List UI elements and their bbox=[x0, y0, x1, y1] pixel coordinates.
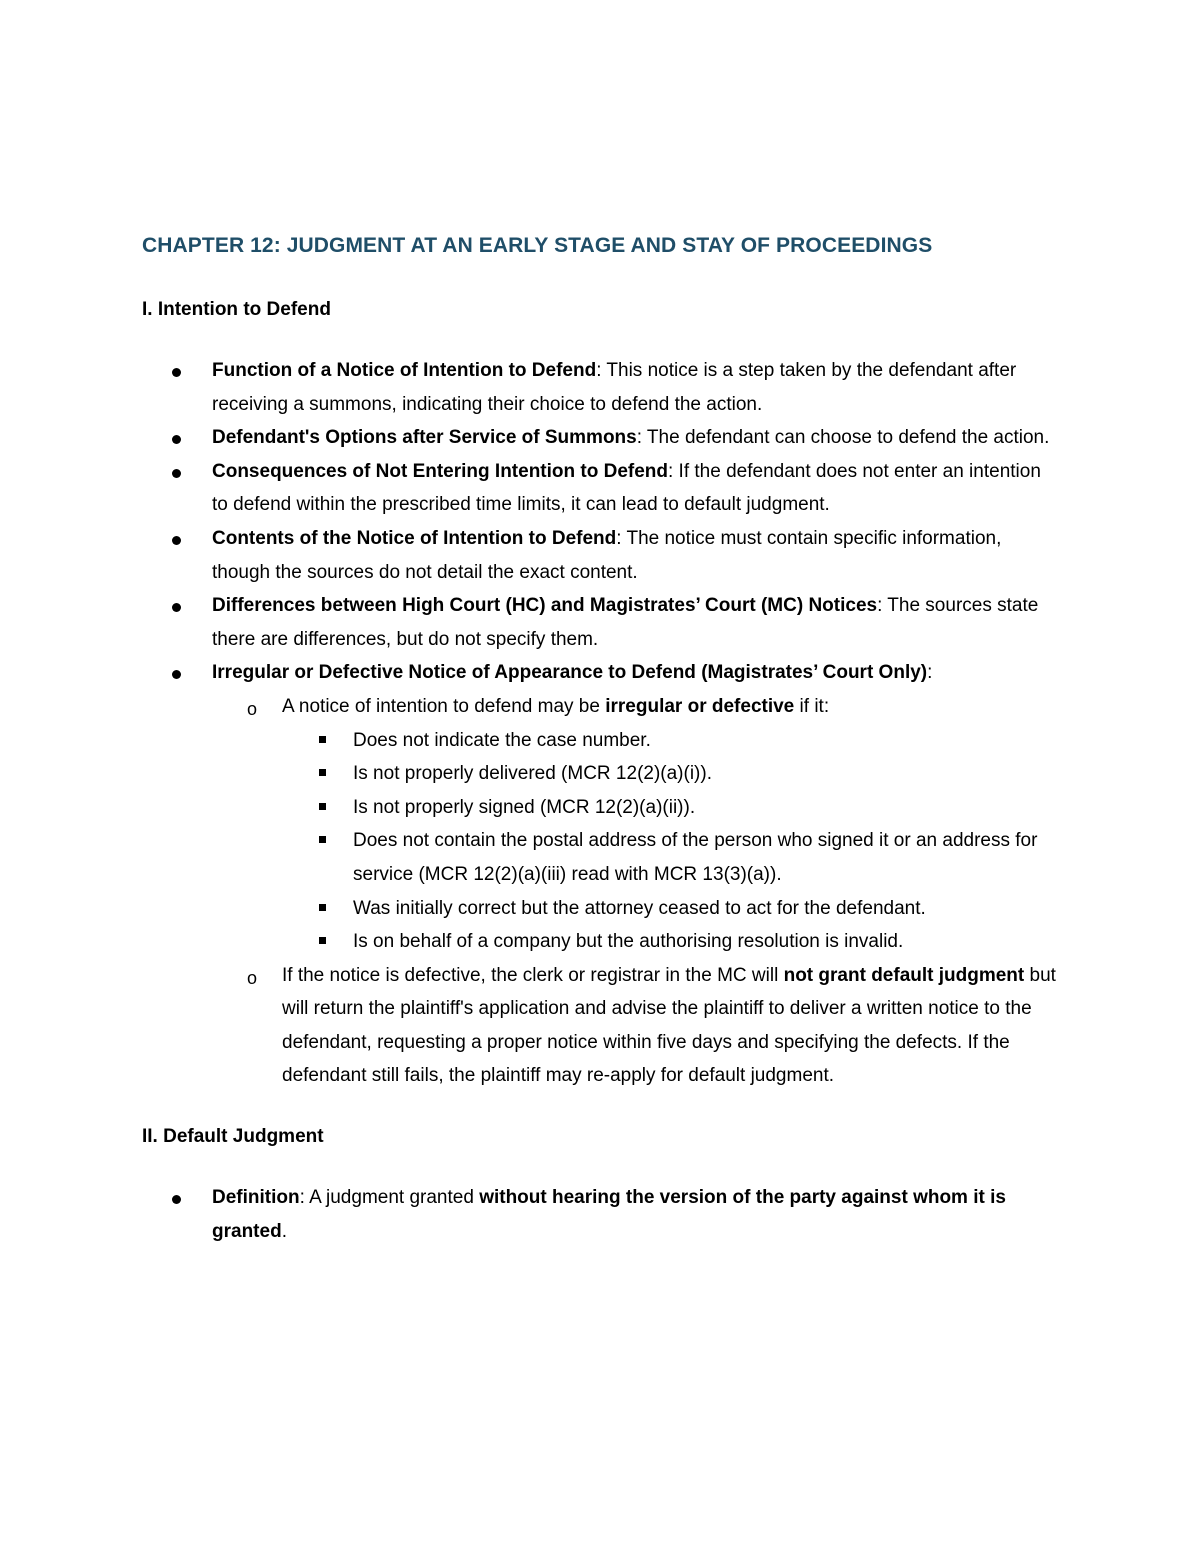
defect-item bbox=[142, 824, 1062, 891]
sub-item-text-pre: If the notice is defective, the clerk or registrar in the MC will bbox=[282, 964, 784, 986]
defect-conditions-list bbox=[142, 724, 1062, 959]
bullet-icon bbox=[172, 435, 181, 444]
sub-list-item bbox=[142, 959, 1062, 1093]
item-text: : This notice is a step taken by the defendant after receiving a summons, indicating their choice to defend the action. bbox=[212, 360, 1017, 415]
item-label: Definition bbox=[212, 1187, 300, 1209]
defect-item bbox=[142, 791, 1062, 825]
square-bullet-icon bbox=[319, 769, 326, 776]
item-label: Irregular or Defective Notice of Appearance to Defend (Magistrates’ Court Only) bbox=[212, 662, 928, 684]
item-text: : The notice must contain specific information, though the sources do not detail the exact content. bbox=[212, 527, 1002, 583]
sub-item-text-bold: not grant default judgment bbox=[783, 964, 1025, 986]
list-item bbox=[142, 354, 1062, 421]
list-item bbox=[142, 656, 1062, 1093]
sub-item-text-post: but will return the plaintiff's application and advise the plaintiff to deliver a written notice to the defendant, requesting a proper notice within five days and specifying the defects. If the defendant still fails, the plaintiff may re-apply for default judgment. bbox=[282, 964, 1056, 1087]
bullet-icon bbox=[172, 670, 181, 679]
list-item bbox=[142, 522, 1062, 589]
sub-list-item bbox=[142, 690, 1062, 959]
square-bullet-icon bbox=[319, 904, 326, 911]
list-item bbox=[142, 589, 1062, 656]
list-item bbox=[142, 455, 1062, 522]
bullet-icon bbox=[172, 536, 181, 545]
list-item bbox=[142, 421, 1062, 455]
defect-item bbox=[142, 892, 1062, 926]
chapter-title: CHAPTER 12: JUDGMENT AT AN EARLY STAGE AND STAY OF PROCEEDINGS bbox=[142, 234, 933, 257]
item-text: : If the defendant does not enter an intention to defend within the prescribed time limits, it can lead to default judgment. bbox=[212, 460, 1041, 516]
item-label: Defendant's Options after Service of Summons bbox=[212, 427, 637, 449]
sub-item-text-post: if it: bbox=[794, 695, 830, 717]
item-text: : bbox=[927, 662, 933, 684]
defect-text: Does not indicate the case number. bbox=[353, 729, 651, 751]
sub-item-text-bold: irregular or defective bbox=[605, 695, 795, 717]
item-text-pre: : A judgment granted bbox=[299, 1187, 480, 1209]
item-label: Function of a Notice of Intention to Defend bbox=[212, 360, 597, 381]
defect-text: Does not contain the postal address of the person who signed it or an address for service (MCR 12(2)(a)(iii) read with MCR 13(3)(a)). bbox=[353, 830, 1038, 885]
defect-item bbox=[142, 757, 1062, 791]
defect-text: Was initially correct but the attorney ceased to act for the defendant. bbox=[353, 897, 926, 919]
defect-text: Is not properly signed (MCR 12(2)(a)(ii)). bbox=[353, 796, 696, 818]
sub-item-text-pre: A notice of intention to defend may be bbox=[282, 695, 606, 717]
item-text: : The sources state there are differences, but do not specify them. bbox=[212, 595, 1039, 650]
square-bullet-icon bbox=[319, 736, 326, 743]
defect-text: Is on behalf of a company but the authorising resolution is invalid. bbox=[353, 931, 904, 953]
square-bullet-icon bbox=[319, 836, 326, 843]
item-text-post: . bbox=[281, 1220, 287, 1242]
bullet-icon bbox=[172, 368, 181, 377]
defective-notice-sublist bbox=[142, 690, 1062, 1093]
item-text: : The defendant can choose to defend the action. bbox=[636, 427, 1050, 449]
square-bullet-icon bbox=[319, 937, 326, 944]
item-label: Differences between High Court (HC) and Magistrates’ Court (MC) Notices bbox=[212, 595, 878, 617]
document-page bbox=[142, 226, 1062, 1248]
circle-bullet-icon: o bbox=[247, 967, 258, 988]
item-text-bold: without hearing the version of the party against whom it is granted bbox=[212, 1187, 1006, 1242]
section-heading-default-judgment: II. Default Judgment bbox=[142, 1126, 324, 1148]
default-judgment-list bbox=[142, 1181, 1062, 1248]
circle-bullet-icon: o bbox=[247, 698, 258, 719]
bullet-icon bbox=[172, 603, 181, 612]
bullet-icon bbox=[172, 469, 181, 478]
section-heading-intention-to-defend: I. Intention to Defend bbox=[142, 299, 331, 320]
intention-to-defend-list bbox=[142, 354, 1062, 1093]
list-item bbox=[142, 1181, 1062, 1248]
bullet-icon bbox=[172, 1195, 181, 1204]
defect-item bbox=[142, 724, 1062, 758]
item-label: Contents of the Notice of Intention to Defend bbox=[212, 527, 617, 549]
square-bullet-icon bbox=[319, 803, 326, 810]
defect-item bbox=[142, 925, 1062, 959]
defect-text: Is not properly delivered (MCR 12(2)(a)(i)). bbox=[353, 763, 712, 785]
item-label: Consequences of Not Entering Intention to Defend bbox=[212, 460, 668, 482]
